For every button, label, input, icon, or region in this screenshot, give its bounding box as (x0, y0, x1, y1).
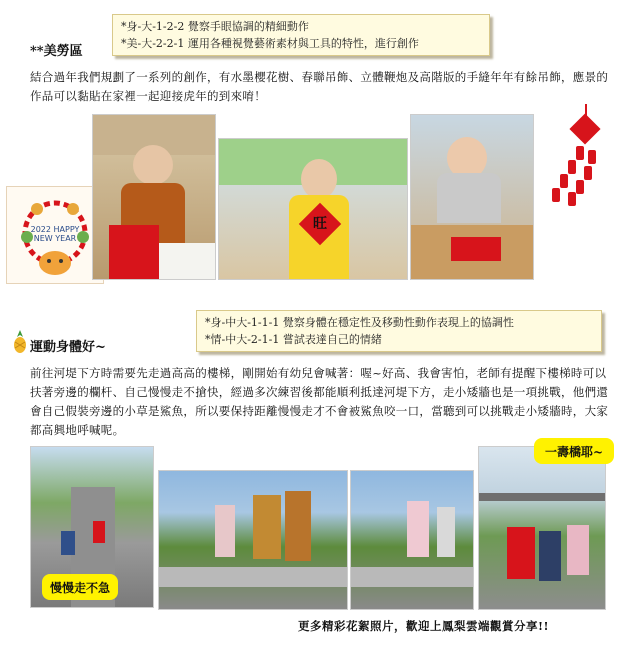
goal-line: *情-中大-2-1-1 嘗試表達自己的情緒 (205, 333, 382, 346)
goal-line: *身-中大-1-1-1 覺察身體在穩定性及移動性動作表現上的協調性 (205, 316, 514, 329)
footer-note: 更多精彩花絮照片，歡迎上鳳梨雲端觀賞分享!! (298, 619, 550, 633)
photo-low-wall-1 (158, 470, 348, 610)
new-year-card-illustration (6, 186, 104, 284)
goal-line: *身-大-1-2-2 覺察手眼協調的精細動作 (121, 20, 309, 33)
photo-spring-couplet (218, 138, 408, 280)
goal-line: *美-大-2-2-1 運用各種視覺藝術素材與工具的特性，進行創作 (121, 37, 419, 50)
exercise-paragraph: 前往河堤下方時需要先走過高高的樓梯，剛開始有幼兒會喊著：喔~好高、我會害怕，老師有提醒下樓梯時可以扶著旁邊的欄杆、自己慢慢走不搶快，經過多次練習後都能順利抵達河堤下方，走小矮牆也是一項挑戰，他們還會自己假裝旁邊的小草是鯊魚，所以要保持距離慢慢走才不會被鯊魚咬一口，當聽到可以挑戰走小矮牆時，大家都高興地呼喊呢。 (30, 366, 609, 437)
couplet-char: 旺 (313, 216, 327, 232)
photo-low-wall-2 (350, 470, 474, 610)
learning-goals-note-2 (196, 310, 602, 352)
learning-goals-note-1 (112, 14, 490, 56)
slow-walk-tag: 慢慢走不急 (42, 574, 118, 600)
exercise-heading: 運動身體好~ (30, 340, 106, 355)
photo-ink-painting (92, 114, 216, 280)
pineapple-icon (12, 330, 28, 354)
art-area-paragraph: 結合過年我們規劃了一系列的創作，有水墨櫻花樹、春聯吊飾、立體鞭炮及高階版的手縫年年有餘吊飾，應景的作品可以黏貼在家裡一起迎接虎年的到來唷！ (30, 70, 609, 103)
photo-firecrackers (410, 114, 534, 280)
photo-bridge (478, 446, 606, 610)
card-text: 2022 HAPPY NEW YEAR (30, 225, 80, 243)
firecracker-illustration (540, 104, 620, 214)
bridge-tag: 一壽橋耶~ (534, 438, 614, 464)
art-area-heading: **美勞區 (30, 44, 83, 59)
